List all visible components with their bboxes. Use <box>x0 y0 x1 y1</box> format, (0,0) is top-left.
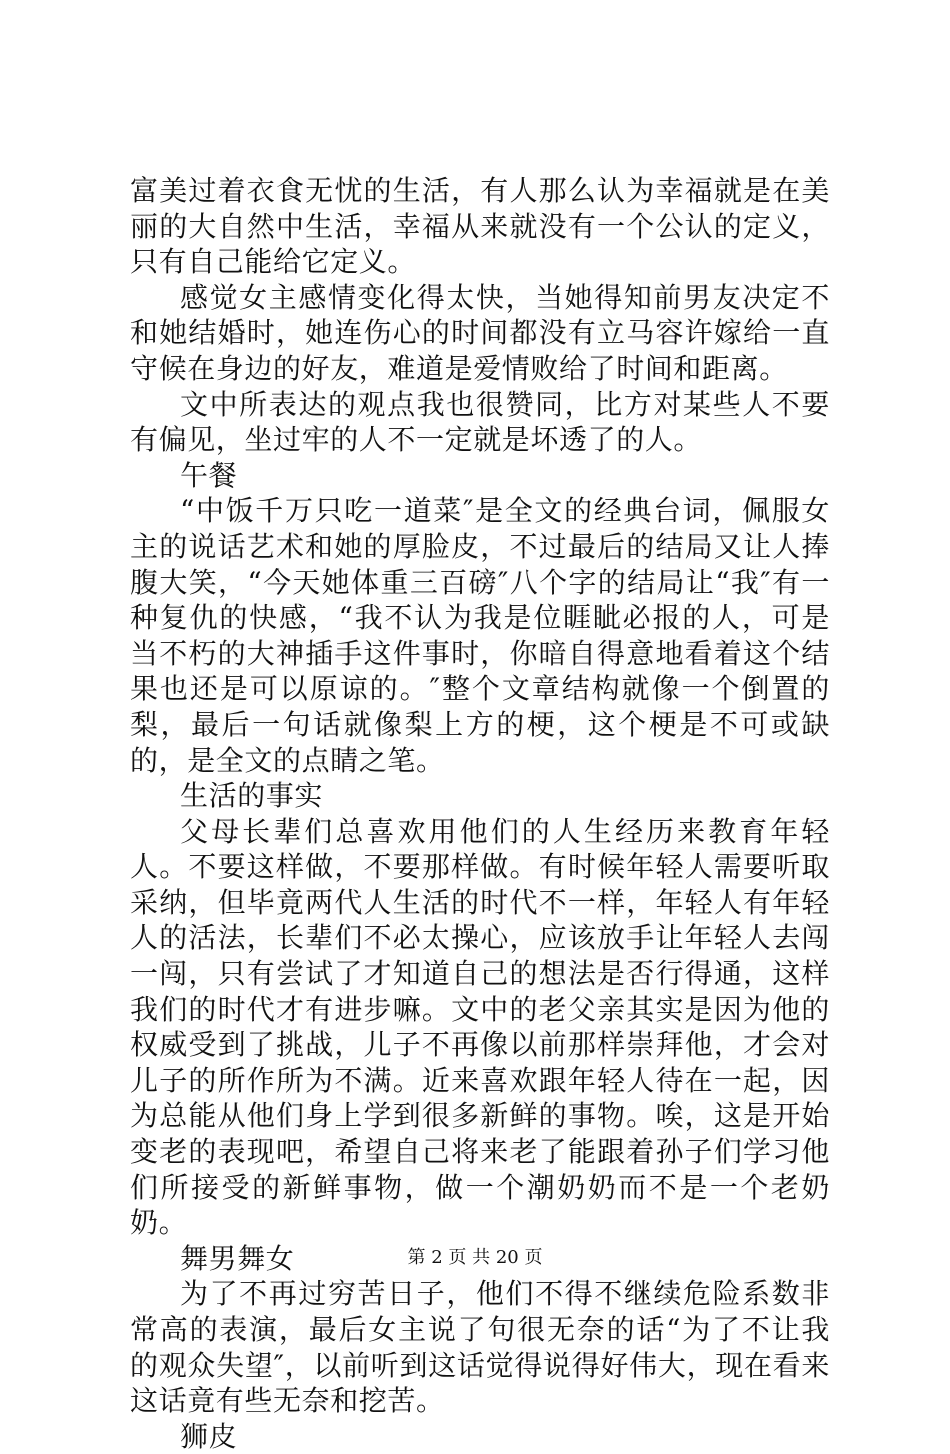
paragraph-intro-continuation: 富美过着衣食无忧的生活，有人那么认为幸福就是在美丽的大自然中生活，幸福从来就没有一个公认的定义，只有自己能给它定义。 <box>130 174 830 279</box>
paragraph-prejudice: 文中所表达的观点我也很赞同，比方对某些人不要有偏见，坐过牢的人不一定就是坏透了的人。 <box>130 387 830 457</box>
paragraph-dancers: 为了不再过穷苦日子，他们不得不继续危险系数非常高的表演，最后女主说了句很无奈的话“为了不让我的观众失望″，以前听到这话觉得说得好伟大，现在看来这话竟有些无奈和挖苦。 <box>130 1277 830 1418</box>
paragraph-emotion-change: 感觉女主感情变化得太快，当她得知前男友决定不和她结婚时，她连伤心的时间都没有立马容许嫁给一直守候在身边的好友，难道是爱情败给了时间和距离。 <box>130 280 830 385</box>
section-heading-lunch: 午餐 <box>180 458 238 492</box>
section-heading-lion-skin: 狮皮 <box>180 1419 238 1453</box>
page-number-footer: 第 2 页 共 20 页 <box>407 1247 543 1268</box>
paragraph-facts-of-life: 父母长辈们总喜欢用他们的人生经历来教育年轻人。不要这样做，不要那样做。有时候年轻人需要听取采纳，但毕竟两代人生活的时代不一样，年轻人有年轻人的活法，长辈们不必太操心，应该放手让年轻人去闯一闯，只有尝试了才知道自己的想法是否行得通，这样我们的时代才有进步嘛。文中的老父亲其实是因为他的权威受到了挑战，儿子不再像以前那样崇拜他，才会对儿子的所作所为不满。近来喜欢跟年轻人待在一起，因为总能从他们身上学到很多新鲜的事物。唉，这是开始变老的表现吧，希望自己将来老了能跟着孙子们学习他们所接受的新鲜事物，做一个潮奶奶而不是一个老奶奶。 <box>130 814 830 1240</box>
paragraph-lunch: “中饭千万只吃一道菜″是全文的经典台词，佩服女主的说话艺术和她的厚脸皮，不过最后的结局又让人捧腹大笑，“今天她体重三百磅″八个字的结局让“我″有一种复仇的快感，“我不认为我是位睚眦必报的人，可是当不朽的大神插手这件事时，你暗自得意地看着这个结果也还是可以原谅的。″整个文章结构就像一个倒置的梨，最后一句话就像梨上方的梗，这个梗是不可或缺的，是全文的点睛之笔。 <box>130 494 830 777</box>
section-heading-dancers: 舞男舞女 <box>180 1241 295 1275</box>
section-heading-facts-of-life: 生活的事实 <box>180 779 324 813</box>
